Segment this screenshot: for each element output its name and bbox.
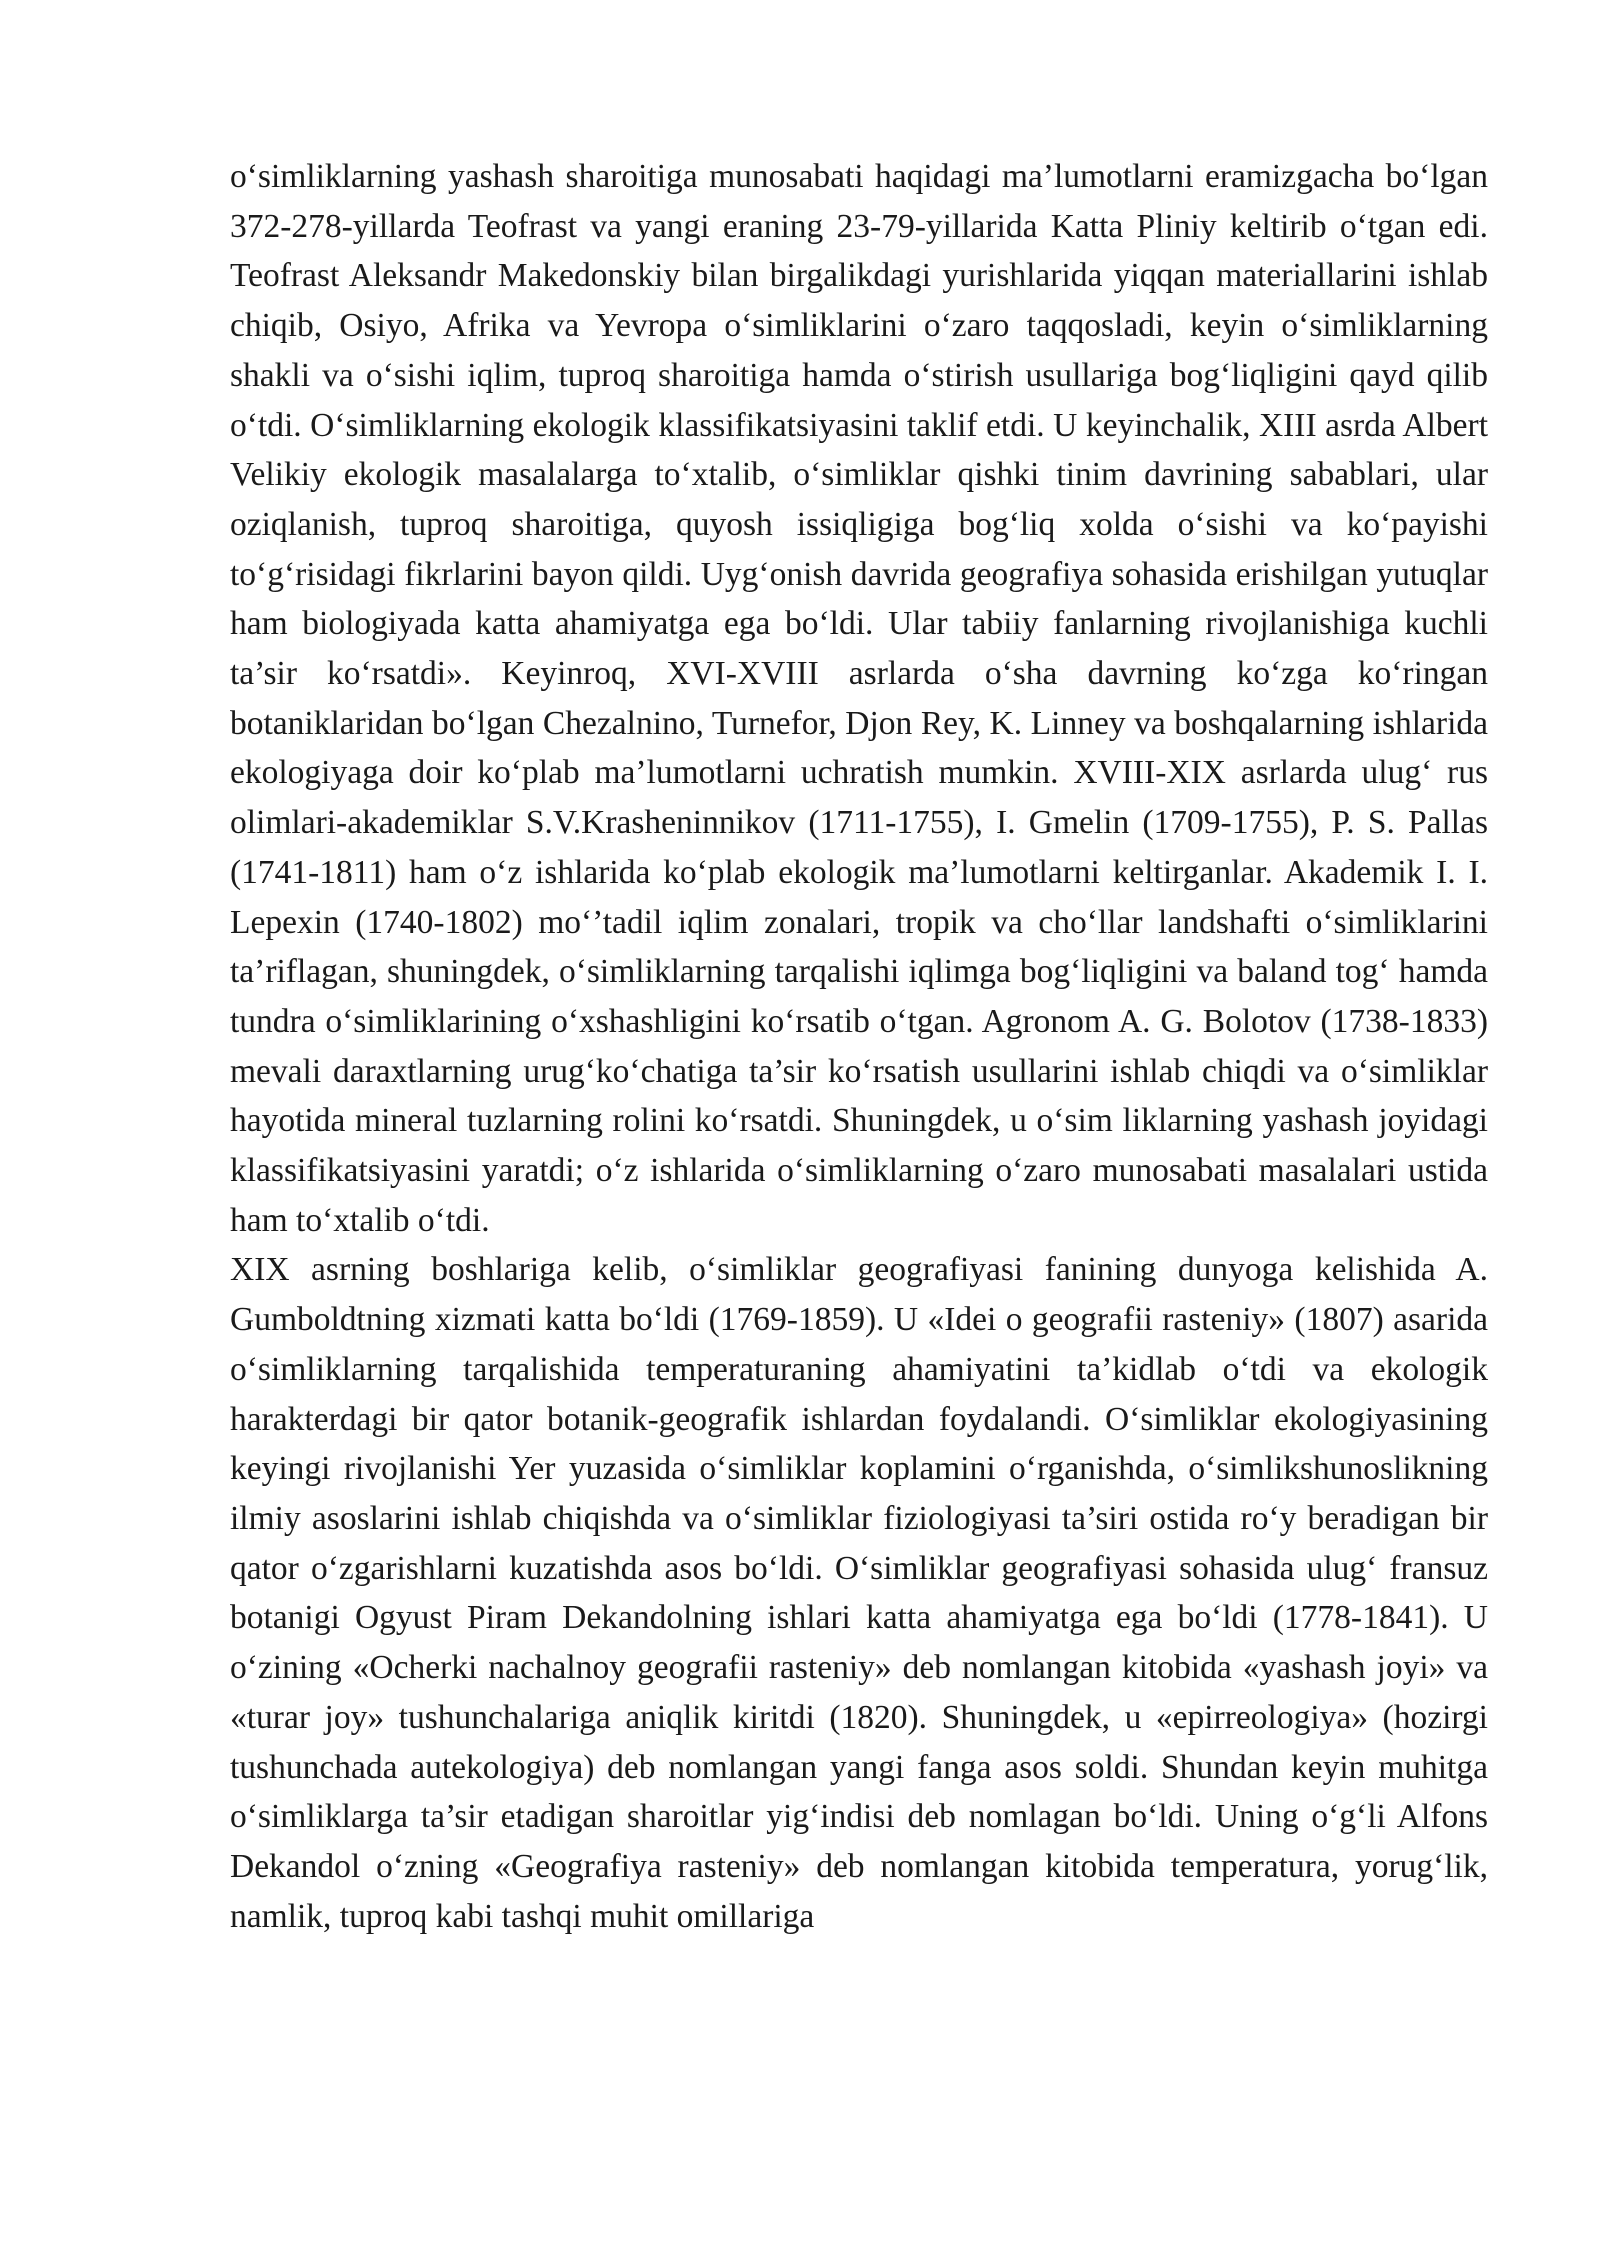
paragraph-1: o‘simliklarning yashash sharoitiga munosabati haqidagi ma’lumotlarni eramizgacha bo‘lgan 372-278-yillarda Teofrast va yangi eraning 23-79-yillarida Katta Pliniy keltirib o‘tgan edi. Teofrast Aleksandr Makedonskiy bilan birgalikdagi yurishlarida yiqqan materiallarini ishlab chiqib, Osiyo, Afrika va Yevropa o‘simliklarini o‘zaro taqqosladi, keyin o‘simliklarning shakli va o‘sishi iqlim, tuproq sharoitiga hamda o‘stirish usullariga bog‘liqligini qayd qilib o‘tdi. O‘simliklarning ekologik klassifikatsiyasini taklif etdi. U keyinchalik, XIII asrda Albert Velikiy ekologik masalalarga to‘xtalib, o‘simliklar qishki tinim davrining sabablari, ular oziqlanish, tuproq sharoitiga, quyosh issiqligiga bog‘liq xolda o‘sishi va ko‘payishi to‘g‘risidagi fikrlarini bayon qildi. Uyg‘onish davrida geografiya sohasida erishilgan yutuqlar ham biologiyada katta ahamiyatga ega bo‘ldi. Ular tabiiy fanlarning rivojlanishiga kuchli ta’sir ko‘rsatdi». Keyinroq, XVI-XVIII asrlarda o‘sha davrning ko‘zga ko‘ringan botaniklaridan bo‘lgan Chezalnino, Turnefor, Djon Rey, K. Linney va boshqalarning ishlarida ekologiyaga doir ko‘plab ma’lumotlarni uchratish mumkin. XVIII-XIX asrlarda ulug‘ rus olimlari-akademiklar S.V.Krasheninnikov (1711-1755), I. Gmelin (1709-1755), P. S. Pallas (1741-1811) ham o‘z ishlarida ko‘plab ekologik ma’lumotlarni keltirganlar. Akademik I. I. Lepexin (1740-1802) mo‘’tadil iqlim zonalari, tropik va cho‘llar landshafti o‘simliklarini ta’riflagan, shuningdek, o‘simliklarning tarqalishi iqlimga bog‘liqligini va baland tog‘ hamda tundra o‘simliklarining o‘xshashligini ko‘rsatib o‘tgan. Agronom A. G. Bolotov (1738-1833) mevali daraxtlarning urug‘ko‘chatiga ta’sir ko‘rsatish usullarini ishlab chiqdi va o‘simliklar hayotida mineral tuzlarning rolini ko‘rsatdi. Shuningdek, u o‘sim liklarning yashash joyidagi klassifikatsiyasini yaratdi; o‘z ishlarida o‘simliklarning o‘zaro munosabati masalalari ustida ham to‘xtalib o‘tdi.: [230, 158, 1488, 1239]
paragraph-2: XIX asrning boshlariga kelib, o‘simliklar geografiyasi fanining dunyoga kelishida A. Gumboldtning xizmati katta bo‘ldi (1769-1859). U «Idei o geografii rasteniy» (1807) asarida o‘simliklarning tarqalishida temperaturaning ahamiyatini ta’kidlab o‘tdi va ekologik harakterdagi bir qator botanik-geografik ishlardan foydalandi. O‘simliklar ekologiyasining keyingi rivojlanishi Yer yuzasida o‘simliklar koplamini o‘rganishda, o‘simlikshunoslikning ilmiy asoslarini ishlab chiqishda va o‘simliklar fiziologiyasi ta’siri ostida ro‘y beradigan bir qator o‘zgarishlarni kuzatishda asos bo‘ldi. O‘simliklar geografiyasi sohasida ulug‘ fransuz botanigi Ogyust Piram Dekandolning ishlari katta ahamiyatga ega bo‘ldi (1778-1841). U o‘zining «Ocherki nachalnoy geografii rasteniy» deb nomlangan kitobida «yashash joyi» va «turar joy» tushunchalariga aniqlik kiritdi (1820). Shuningdek, u «epirreologiya» (hozirgi tushunchada autekologiya) deb nomlangan yangi fanga asos soldi. Shundan keyin muhitga o‘simliklarga ta’sir etadigan sharoitlar yig‘indisi deb nomlagan bo‘ldi. Uning o‘g‘li Alfons Dekandol o‘zning «Geografiya rasteniy» deb nomlangan kitobida temperatura, yorug‘lik, namlik, tuproq kabi tashqi muhit omillariga: [230, 1251, 1488, 1935]
document-body: [230, 152, 1488, 1941]
